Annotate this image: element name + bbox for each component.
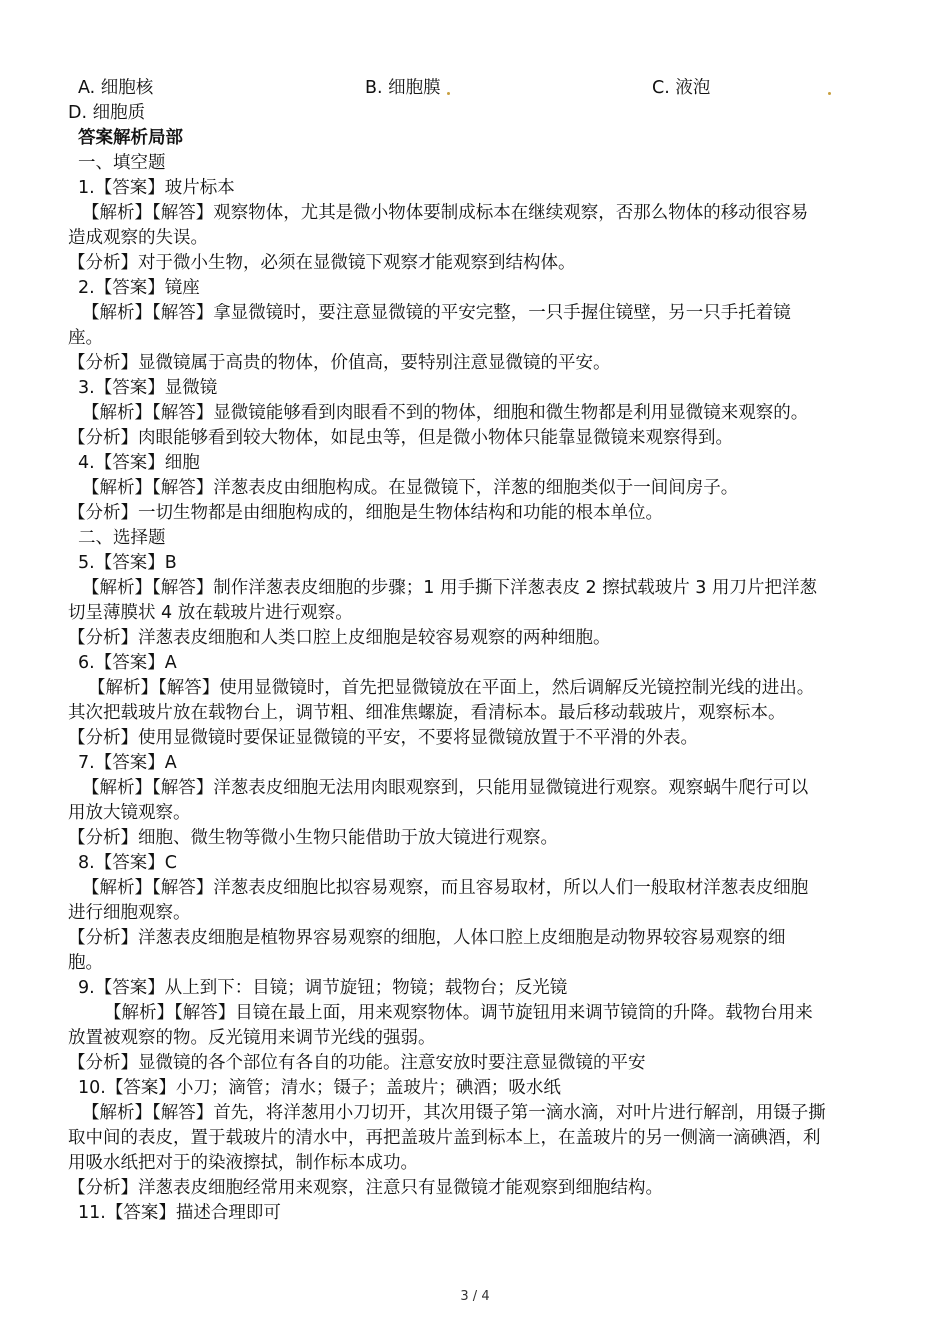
text-line: 二、选择题 xyxy=(78,528,166,548)
option-a: A. 细胞核 xyxy=(78,78,154,98)
text-line: 【解析】【解答】洋葱表皮细胞无法用肉眼观察到，只能用显微镜进行观察。观察蜗牛爬行可以 xyxy=(82,778,809,798)
text-line: 【分析】洋葱表皮细胞和人类口腔上皮细胞是较容易观察的两种细胞。 xyxy=(68,628,611,648)
text-line: 10.【答案】小刀；滴管；清水；镊子；盖玻片；碘酒；吸水纸 xyxy=(78,1078,561,1098)
text-line: 2.【答案】镜座 xyxy=(78,278,200,298)
text-line: 6.【答案】A xyxy=(78,653,177,673)
text-line: 座。 xyxy=(68,328,103,348)
text-line: 7.【答案】A xyxy=(78,753,177,773)
text-line: 【解析】【解答】洋葱表皮由细胞构成。在显微镜下，洋葱的细胞类似于一间间房子。 xyxy=(82,478,739,498)
text-line: 用吸水纸把对于的染液擦拭，制作标本成功。 xyxy=(68,1153,418,1173)
text-line: 进行细胞观察。 xyxy=(68,903,191,923)
text-line: 其次把载玻片放在载物台上，调节粗、细准焦螺旋，看清标本。最后移动载玻片，观察标本。 xyxy=(68,703,786,723)
text-line: 3.【答案】显微镜 xyxy=(78,378,218,398)
section-heading: 答案解析局部 xyxy=(78,128,183,148)
text-line: 切呈薄膜状 4 放在载玻片进行观察。 xyxy=(68,603,353,623)
text-line: 【解析】【解答】拿显微镜时，要注意显微镜的平安完整，一只手握住镜壁，另一只手托着镜 xyxy=(82,303,791,323)
text-line: 5.【答案】B xyxy=(78,553,177,573)
page-number: 3 / 4 xyxy=(460,1289,490,1304)
option-c: C. 液泡 xyxy=(652,78,711,98)
text-line: 【解析】【解答】目镜在最上面，用来观察物体。调节旋钮用来调节镜筒的升降。载物台用来 xyxy=(104,1003,813,1023)
text-line: 4.【答案】细胞 xyxy=(78,453,200,473)
text-line: 【分析】使用显微镜时要保证显微镜的平安，不要将显微镜放置于不平滑的外表。 xyxy=(68,728,698,748)
text-line: 【分析】洋葱表皮细胞是植物界容易观察的细胞，人体口腔上皮细胞是动物界较容易观察的细 xyxy=(68,928,786,948)
text-line: 一、填空题 xyxy=(78,153,166,173)
text-line: 【解析】【解答】洋葱表皮细胞比拟容易观察，而且容易取材，所以人们一般取材洋葱表皮细胞 xyxy=(82,878,809,898)
text-line: 9.【答案】从上到下：目镜；调节旋钮；物镜；载物台；反光镜 xyxy=(78,978,568,998)
text-line: 【解析】【解答】使用显微镜时，首先把显微镜放在平面上，然后调解反光镜控制光线的进出。 xyxy=(88,678,815,698)
text-line: 胞。 xyxy=(68,953,103,973)
text-line: 【分析】肉眼能够看到较大物体，如昆虫等，但是微小物体只能靠显微镜来观察得到。 xyxy=(68,428,733,448)
text-line: 【解析】【解答】观察物体，尤其是微小物体要制成标本在继续观察，否那么物体的移动很容易 xyxy=(82,203,809,223)
text-line: 【分析】显微镜的各个部位有各自的功能。注意安放时要注意显微镜的平安 xyxy=(68,1053,646,1073)
text-line: 【解析】【解答】显微镜能够看到肉眼看不到的物体，细胞和微生物都是利用显微镜来观察的。 xyxy=(82,403,809,423)
text-line: 放置被观察的物。反光镜用来调节光线的强弱。 xyxy=(68,1028,436,1048)
text-line: 取中间的表皮，置于载玻片的清水中，再把盖玻片盖到标本上，在盖玻片的另一侧滴一滴碘酒，利 xyxy=(68,1128,821,1148)
text-line: 【分析】一切生物都是由细胞构成的，细胞是生物体结构和功能的根本单位。 xyxy=(68,503,663,523)
option-b: B. 细胞膜 xyxy=(365,78,441,98)
text-line: 【分析】洋葱表皮细胞经常用来观察，注意只有显微镜才能观察到细胞结构。 xyxy=(68,1178,663,1198)
text-line: 造成观察的失误。 xyxy=(68,228,208,248)
text-line: 【分析】细胞、微生物等微小生物只能借助于放大镜进行观察。 xyxy=(68,828,558,848)
decorative-dot xyxy=(447,92,450,95)
text-line: 【解析】【解答】制作洋葱表皮细胞的步骤；1 用手撕下洋葱表皮 2 擦拭载玻片 3 用刀片把洋葱 xyxy=(82,578,817,598)
text-line: 用放大镜观察。 xyxy=(68,803,191,823)
text-line: 【分析】显微镜属于高贵的物体，价值高，要特别注意显微镜的平安。 xyxy=(68,353,611,373)
decorative-dot xyxy=(828,92,831,95)
option-d: D. 细胞质 xyxy=(68,103,146,123)
text-line: 【解析】【解答】首先，将洋葱用小刀切开，其次用镊子第一滴水滴，对叶片进行解剖，用镊子撕 xyxy=(82,1103,826,1123)
text-line: 1.【答案】玻片标本 xyxy=(78,178,235,198)
text-line: 8.【答案】C xyxy=(78,853,177,873)
text-line: 【分析】对于微小生物，必须在显微镜下观察才能观察到结构体。 xyxy=(68,253,576,273)
text-line: 11.【答案】描述合理即可 xyxy=(78,1203,281,1223)
